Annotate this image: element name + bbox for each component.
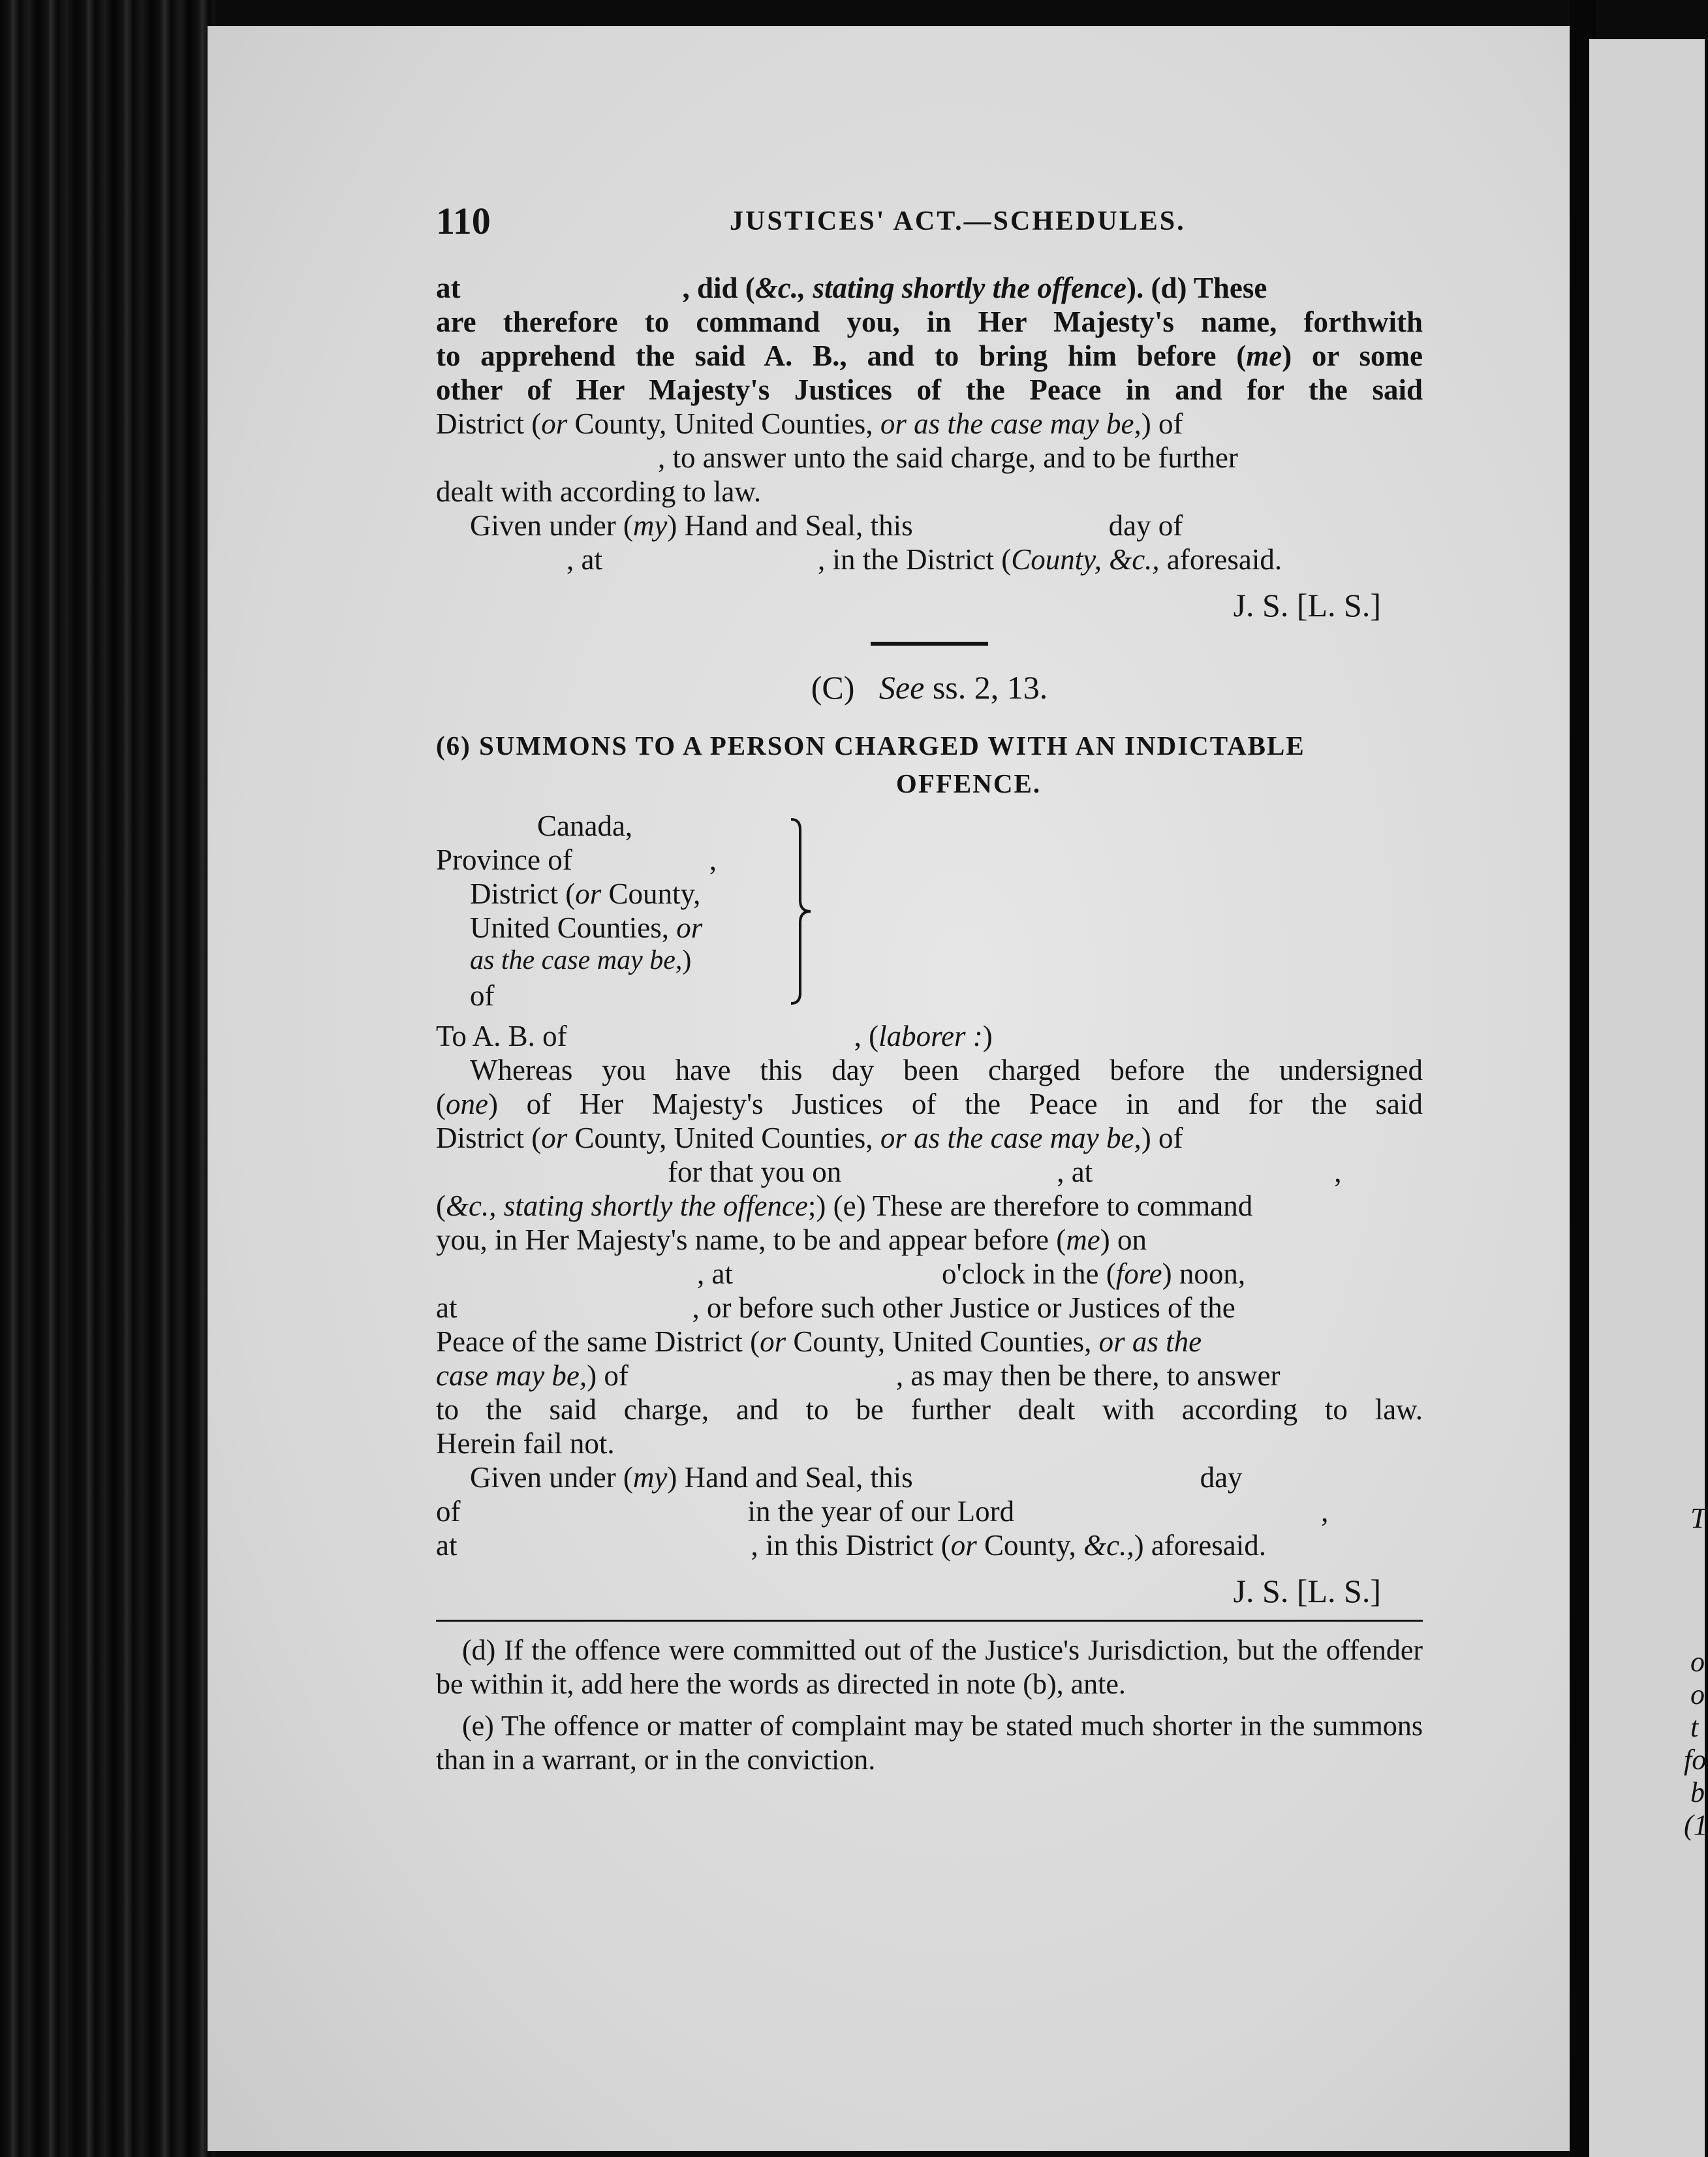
text-line: , at , in the District (County, &c., aforesaid. (567, 543, 1282, 576)
text-line: you, in Her Majesty's name, to be and appear before (me) on (436, 1223, 1147, 1256)
text-line: of in the year of our Lord , (436, 1495, 1329, 1528)
text-line: to the said charge, and to be further dealt with according to law. (436, 1393, 1423, 1426)
book-spine (0, 0, 215, 2157)
text-line: Whereas you have this day been charged before the undersigned (470, 1054, 1423, 1086)
edge-fragment: t (1690, 1711, 1699, 1743)
text-line: (&c., stating shortly the offence;) (e) These are therefore to command (436, 1189, 1253, 1222)
text-line: for that you on , at , (668, 1156, 1342, 1188)
schedule-heading: (C) See ss. 2, 13. (811, 669, 1048, 706)
footnote-e: (e) The offence or matter of complaint may be stated much shorter in the summons than in a warrant, or in the conviction. (436, 1710, 1423, 1776)
summons-title: (6) SUMMONS TO A PERSON CHARGED WITH AN INDICTABLE OFFENCE. (436, 731, 1305, 798)
text-line: are therefore to command you, in Her Majesty's name, forthwith (436, 306, 1423, 338)
summons-body (436, 1019, 1423, 1608)
venue-brace (788, 817, 815, 1006)
signature: J. S. [L. S.] (1233, 587, 1381, 623)
edge-fragment: (1 (1684, 1809, 1708, 1841)
text-line: District (or County, United Counties, or as the case may be,) of (436, 407, 1183, 440)
section-divider (871, 642, 988, 646)
text-line: District (or County, United Counties, or as the case may be,) of (436, 1122, 1183, 1154)
edge-fragment: b (1690, 1776, 1705, 1808)
text-line: Given under (my) Hand and Seal, this day of (470, 509, 1183, 542)
text-line: Herein fail not. (436, 1427, 615, 1460)
signature: J. S. [L. S.] (1233, 1573, 1381, 1609)
text-line: , at o'clock in the (fore) noon, (697, 1257, 1246, 1290)
page-text (436, 199, 1423, 1777)
edge-fragment: T (1690, 1502, 1707, 1534)
warrant-continuation (436, 271, 1423, 622)
text-line: (one) of Her Majesty's Justices of the Peace in and for the said (436, 1088, 1423, 1120)
text-line: to apprehend the said A. B., and to bring him before (me) or some (436, 339, 1423, 372)
edge-fragment: o (1690, 1646, 1705, 1678)
text-line: at , or before such other Justice or Justices of the (436, 1291, 1235, 1324)
footnote-rule (436, 1620, 1423, 1622)
footnotes (436, 1633, 1423, 1777)
venue-block: Canada, Province of , District (or County, United Counties, or as the case may be,) of (436, 809, 1423, 1005)
text-line: , to answer unto the said charge, and to be further (658, 441, 1238, 474)
text-line: case may be,) of , as may then be there, to answer (436, 1359, 1281, 1392)
text-line: To A. B. of , (laborer :) (436, 1020, 993, 1052)
text-line: dealt with according to law. (436, 475, 762, 508)
text-line: Peace of the same District (or County, United Counties, or as the (436, 1325, 1202, 1358)
running-title: JUSTICES' ACT.—SCHEDULES. (730, 206, 1186, 236)
text-line: other of Her Majesty's Justices of the Peace in and for the said (436, 373, 1423, 406)
running-head (436, 199, 1423, 251)
page-number: 110 (436, 200, 491, 242)
text-line: at , did (&c., stating shortly the offence). (d) These (436, 272, 1267, 304)
text-line: Given under (my) Hand and Seal, this day (470, 1461, 1243, 1494)
edge-fragment: o (1690, 1678, 1705, 1710)
footnote-d: (d) If the offence were committed out of the Justice's Jurisdiction, but the offender be within it, add here the words as directed in note (b), ante. (436, 1634, 1423, 1700)
text-line: at , in this District (or County, &c.,) aforesaid. (436, 1529, 1266, 1562)
edge-fragment: fo (1684, 1744, 1707, 1776)
